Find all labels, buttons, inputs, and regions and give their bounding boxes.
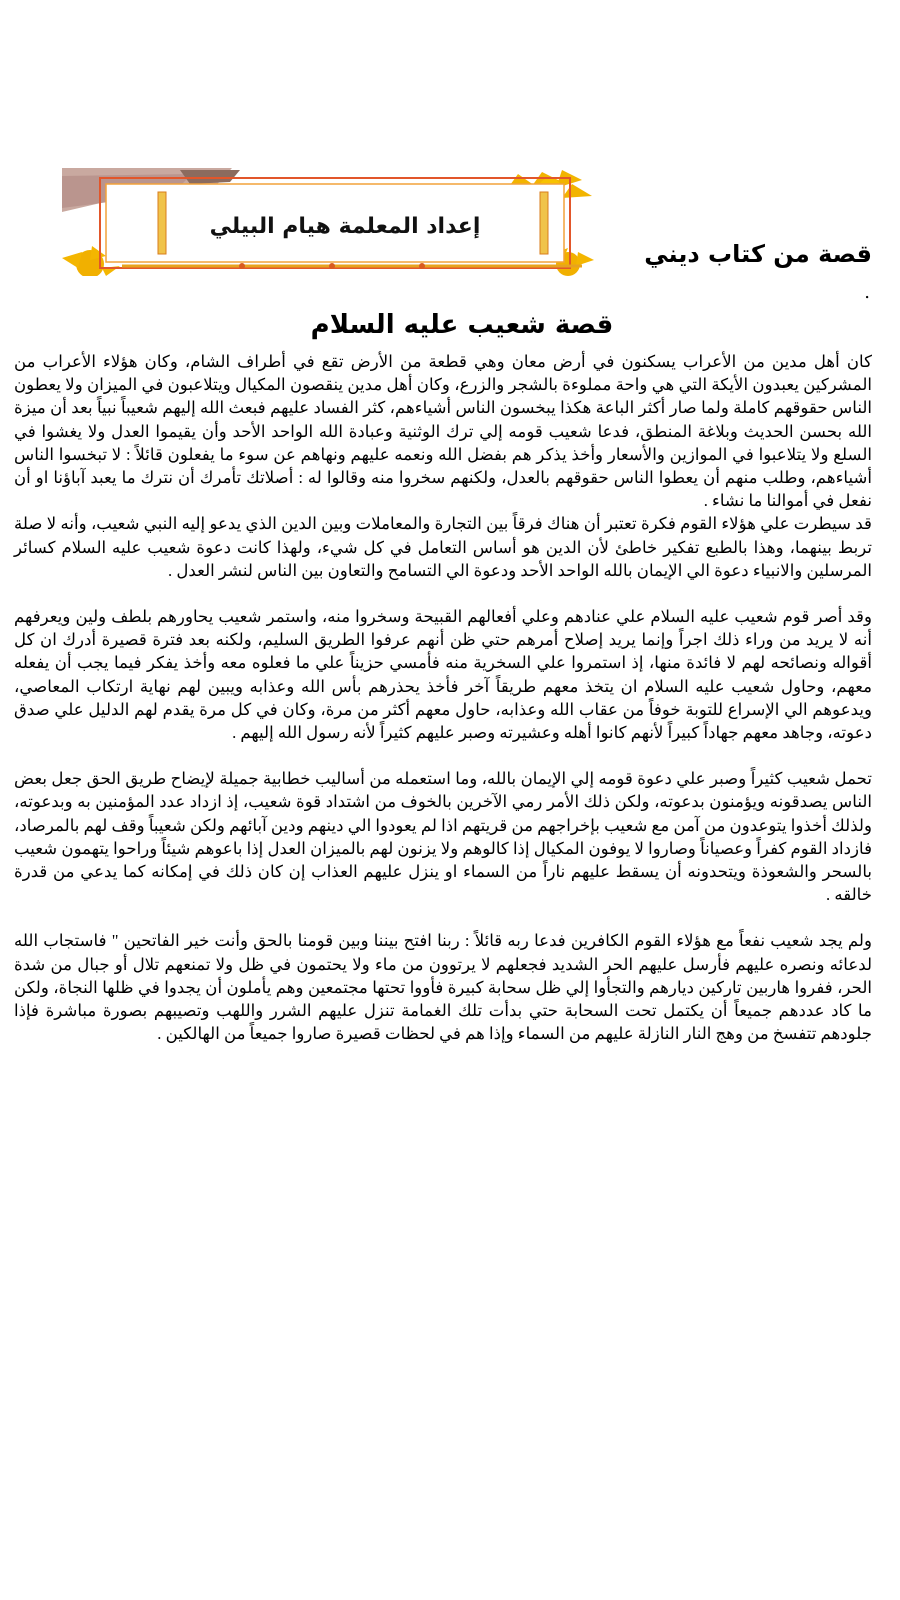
story-title bbox=[0, 310, 900, 340]
paragraph-5: ولم يجد شعيب نفعاً مع هؤلاء القوم الكافرين فدعا ربه قائلاً : ربنا افتح بيننا وبين قومنا بالحق وأنت خير الفاتحين " فاستجاب الله لدعائه ونصره عليهم فأرسل عليهم الحر الشديد فجعلهم لا يرتوون من ماء ولا يحتمون في ظل ولا تمنعهم تلال أو جبال من شدة الحر، ففروا هاربين تاركين ديارهم والتجأوا إلي ظل سحابة كبيرة فأووا تحتها مجتمعين وهم يأملون أن يجدوا في ظلها النجاة، ولكن ما كاد عددهم جميعاً أن يكتمل تحت السحابة حتي بدأت تلك الغمامة تنزل عليهم الشرر واللهب وتصيبهم بصورة مباشرة فإذا جلودهم تتفسخ من وهج النار النازلة عليهم من السماء وإذا هم في لحظات قصيرة صاروا جميعاً من الهالكين . bbox=[14, 931, 872, 1044]
book-label: قصة من كتاب ديني bbox=[644, 240, 872, 268]
paragraph-4: تحمل شعيب كثيراً وصبر علي دعوة قومه إلي الإيمان بالله، وما استعمله من أساليب خطابية جميلة لإيضاح طريق الحق جعل بعض الناس يصدقونه ويؤمنون بدعوته، ولكن ذلك الأمر رمي الآخرين بالخوف من اشتداد قوة شعيب، إذ ازداد عدد المؤمنين به وبدعوته، ولذلك أخذوا يتوعدون من آمن مع شعيب بإخراجهم من قريتهم اذا لم يعودوا الي دينهم ودين آبائهم ولكن شعيباً وقف لهم بالمرصاد، فازداد القوم كفراً وعصياناً وصاروا لا يوفون المكيال إذا كالوهم ولا يزنون لهم بالميزان العدل إذا باعوهم شيئاً وراحوا يتهمون شعيب بالسحر والشعوذة ويتحدونه أن يسقط عليهم ناراً من السماء او ينزل عليهم العذاب إن كان ذلك في إمكانه كما يدعي من قدرة خالقه . bbox=[14, 769, 872, 905]
paragraph-1: كان أهل مدين من الأعراب يسكنون في أرض معان وهي قطعة من الأرض تقع في أطراف الشام، وكان هؤلاء الأعراب من المشركين يعبدون الأيكة التي هي واحة مملوءة بالشجر والزرع، وكان أهل مدين ينقصون المكيال ويتلاعبون في الميزان ولا يعطون الناس حقوقهم كاملة ولما صار أكثر الباعة هكذا يبخسون الناس أشياءهم، كثر الفساد عليهم فبعث الله إليهم شعيباً نبياً بعد أن ميزة الله بحسن الحديث وبلاغة المنطق، فدعا شعيب قومه إلي ترك الوثنية وعبادة الله الواحد الأحد وأن يقيموا العدل ولا يغشوا في السلع ولا يتلاعبوا في الموازين والأسعار وأخذ يذكر هم بفضل الله ونعمه عليهم ونهاهم عن سوء ما يفعلون قائلاً : لا تبخسوا الناس أشياءهم، وطلب منهم أن يعطوا الناس حقوقهم بالعدل، ولكنهم سخروا منه وقالوا له : أصلاتك تأمرك أن نترك ما يعبد آباؤنا او أن نفعل في أموالنا ما نشاء . bbox=[14, 352, 872, 511]
banner-author-text: إعداد المعلمة هيام البيلي bbox=[209, 214, 481, 239]
story-body bbox=[14, 350, 872, 1068]
paragraph-2: قد سيطرت علي هؤلاء القوم فكرة تعتبر أن هناك فرقاً بين التجارة والمعاملات وبين الدين الذي يدعو إليه النبي شعيب، وأنه لا صلة تربط بينهما، وهذا بالطبع تفكير خاطئ لأن الدين هو أساس التعامل في كل شيء، ولهذا كانت دعوة شعيب عليه السلام كسائر المرسلين والانبياء دعوة الي الإيمان بالله الواحد الأحد ودعوة الي التسامح والتعاون بين الناس لنشر العدل . bbox=[14, 514, 872, 580]
header-dot: . bbox=[864, 282, 870, 303]
paragraph-3: وقد أصر قوم شعيب عليه السلام علي عنادهم وعلي أفعالهم القبيحة وسخروا منه، واستمر شعيب يحاورهم بلطف ولين ويعرفهم أنه لا يريد من وراء ذلك اجراً وإنما يريد إصلاح أمرهم حتي ظن أنهم عرفوا الطريق السليم، ولكنه بعد فترة قصيرة أدرك ان كل أقواله ونصائحه لهم لا فائدة منها، إذ استمروا علي السخرية منه فأمسي حزيناً علي ما فعلوه معه وأخذ يفكر فيما يجب أن يفعله معهم، وحاول شعيب عليه السلام ان يتخذ معهم طريقاً آخر فأخذ يحذرهم بأس الله وعذابه ويبين لهم نهاية ارتكاب المعاصي، ويدعوهم الي الإسراع للتوبة خوفاً من عقاب الله وعذابه، حاول معهم أكثر من مرة، وكان في كل مرة يقدم لهم الدليل علي صدق دعوته، وجاهد معهم جهاداً كبيراً لأنهم كانوا أهله وعشيرته وصبر عليهم كثيراً لأنه رسول الله إليهم . bbox=[14, 607, 872, 743]
story-title-text: قصة شعيب عليه السلام bbox=[310, 310, 614, 340]
